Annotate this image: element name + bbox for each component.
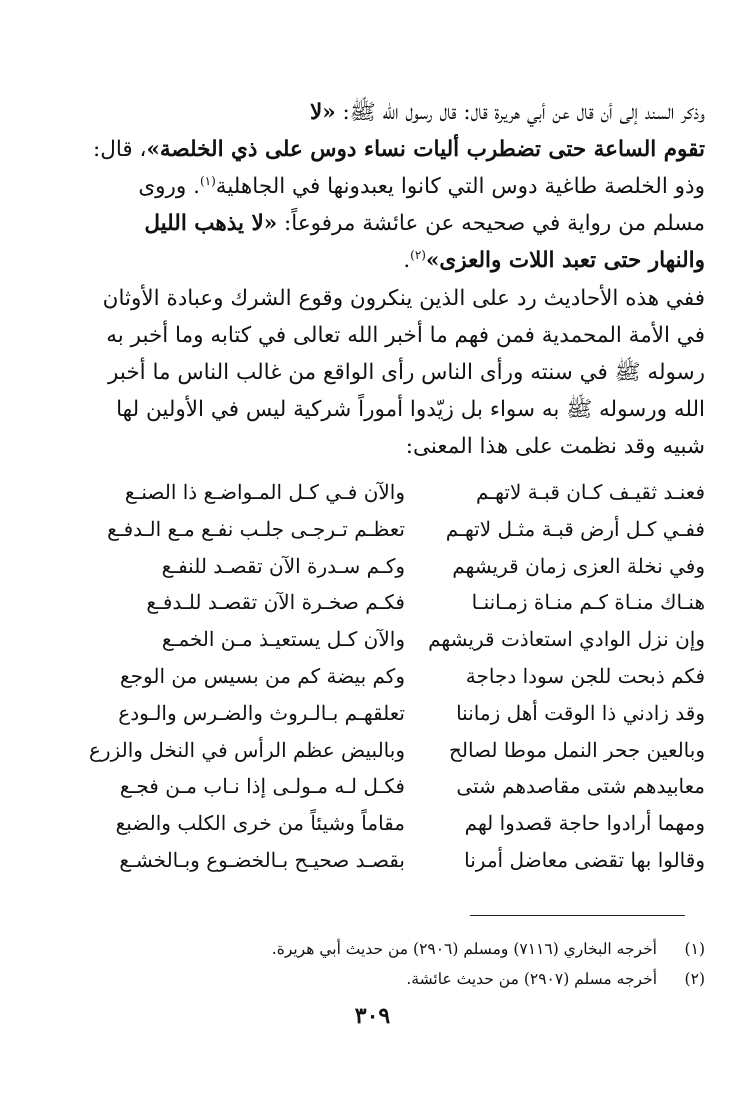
poem-verse — [39, 474, 705, 511]
paragraph-line — [39, 168, 705, 205]
footnote-text: أخرجه البخاري (٧١١٦) ومسلم (٢٩٠٦) من حديث أبي هريرة. — [271, 940, 657, 958]
text-segment: «لا — [309, 100, 336, 125]
text-segment: . — [403, 248, 411, 273]
poem-verse — [39, 768, 705, 805]
paragraph-line — [39, 242, 705, 279]
verse-second-hemistich: وكـم سـدرة الآن تقصـد للنفـع — [161, 553, 405, 578]
paragraph-line — [39, 131, 705, 168]
paragraph-line — [39, 94, 705, 131]
footnote-number: (١) — [684, 940, 705, 958]
footnote — [39, 964, 705, 994]
verse-second-hemistich: مقاماً وشيئاً من خرى الكلب والضبع — [115, 811, 405, 836]
verse-second-hemistich: تعظـم تـرجـى جلـب نفـع مـع الـدفـع — [107, 516, 405, 541]
text-segment: تقوم الساعة حتى تضطرب أليات نساء دوس على ذي الخلصة» — [146, 137, 705, 162]
verse-second-hemistich: فكـم صخـرة الآن تقصـد للـدفـع — [146, 590, 405, 615]
verse-first-hemistich: معابيدهم شتى مقاصدهم شتى — [456, 774, 705, 799]
verse-first-hemistich: وقالوا بها تقضى معاضل أمرنا — [464, 847, 705, 872]
verse-first-hemistich: ومهما أرادوا حاجة قصدوا لهم — [464, 811, 705, 836]
poem-verse — [39, 732, 705, 769]
paragraph-commentary — [39, 280, 705, 465]
verse-first-hemistich: ففـي كـل أرض قبـة مثـل لاتهـم — [445, 516, 705, 541]
paragraph-line: شبيه وقد نظمت على هذا المعنى: — [405, 434, 705, 459]
verse-second-hemistich: فكـل لـه مـولـى إذا نـاب مـن فجـع — [119, 774, 405, 799]
verse-second-hemistich: بقصـد صحيـح بـالخضـوع وبـالخشـع — [119, 847, 405, 872]
footnote-number: (٢) — [684, 970, 705, 988]
text-segment: وذو الخلصة طاغية دوس التي كانوا يعبدونها في الجاهلية — [215, 174, 705, 199]
paragraph-line: في الأمة المحمدية فمن فهم ما أخبر الله تعالى في كتابه وما أخبر به — [106, 323, 705, 348]
paragraph-line: ففي هذه الأحاديث رد على الذين ينكرون وقوع الشرك وعبادة الأوثان — [102, 286, 705, 311]
text-segment: «لا يذهب الليل — [144, 211, 278, 236]
text-segment: والنهار حتى تعبد اللات والعزى» — [425, 248, 705, 273]
verse-first-hemistich: وبالعين جحر النمل موطا لصالح — [448, 737, 705, 762]
footnote-ref[interactable]: (١) — [199, 173, 216, 188]
paragraph-hadith — [39, 94, 705, 279]
text-segment: مسلم من رواية في صحيحه عن عائشة مرفوعاً: — [277, 211, 705, 236]
footnote-separator — [470, 915, 685, 916]
poem-verse — [39, 548, 705, 585]
paragraph-line: رسوله ﷺ في سنته ورأى الناس رأى الواقع من غالب الناس ما أخبر — [108, 360, 705, 385]
poem-verse — [39, 658, 705, 695]
poem — [39, 474, 705, 879]
verse-first-hemistich: وفي نخلة العزى زمان قريشهم — [452, 553, 705, 578]
verse-first-hemistich: وقد زادني ذا الوقت أهل زماننا — [456, 700, 705, 725]
poem-verse — [39, 584, 705, 621]
paragraph-line — [39, 205, 705, 242]
text-segment: . وروى — [138, 174, 200, 199]
poem-verse — [39, 511, 705, 548]
paragraph-line: الله ورسوله ﷺ به سواء بل زيّدوا أموراً شركية ليس في الأولين لها — [116, 397, 705, 422]
poem-verse — [39, 805, 705, 842]
poem-verse — [39, 621, 705, 658]
verse-first-hemistich: هنـاك منـاة كـم منـاة زمـاننـا — [471, 590, 705, 615]
verse-first-hemistich: فكم ذبحت للجن سودا دجاجة — [465, 663, 705, 688]
footnotes — [39, 934, 705, 994]
verse-second-hemistich: وبالبيض عظم الرأس في النخل والزرع — [89, 737, 405, 762]
verse-second-hemistich: والآن فـي كـل المـواضـع ذا الصنـع — [124, 480, 405, 504]
verse-second-hemistich: والآن كـل يستعيـذ مـن الخمـع — [161, 627, 405, 652]
text-segment: وذكر السند إلى أن قال عن أبي هريرة قال: قال رسول الله ﷺ: — [335, 100, 705, 125]
poem-verse — [39, 842, 705, 879]
poem-verse — [39, 695, 705, 732]
verse-second-hemistich: وكم بيضة كم من بسيس من الوجع — [120, 663, 405, 688]
page-number: ٣٠٩ — [354, 1003, 391, 1029]
verse-first-hemistich: وإن نزل الوادي استعاذت قريشهم — [428, 627, 705, 652]
footnote-text: أخرجه مسلم (٢٩٠٧) من حديث عائشة. — [406, 970, 657, 988]
text-segment: ، قال: — [92, 137, 147, 162]
footnote-ref[interactable]: (٢) — [410, 247, 426, 262]
verse-first-hemistich: فعنـد ثقيـف كـان قبـة لاتهـم — [475, 480, 705, 504]
verse-second-hemistich: تعلقهـم بـالـروث والضـرس والـودع — [118, 700, 405, 725]
footnote — [39, 934, 705, 964]
